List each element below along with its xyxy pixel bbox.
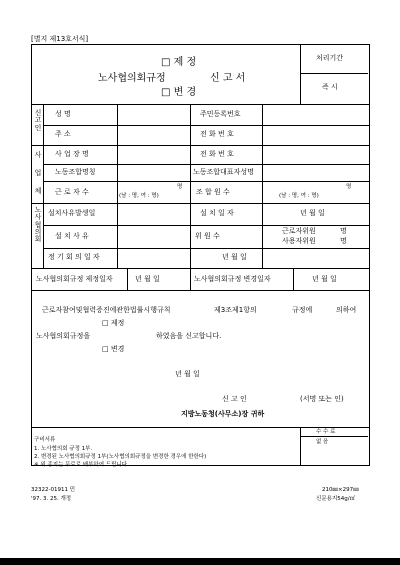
enact-date-label: 노사협의회규정 제정일자 — [36, 275, 113, 283]
member-count-unit: 명 — [346, 184, 352, 190]
enact-date-value: 년 월 일 — [135, 275, 160, 283]
business-group-label-1: 사 — [34, 151, 42, 159]
statement-regulation: 규정에 — [292, 306, 313, 314]
business-phone-label: 전 화 번 호 — [200, 150, 234, 158]
install-date-value: 년 월 일 — [300, 209, 325, 217]
required-doc-1: 1. 노사협의회 규정 1부. — [34, 446, 93, 452]
statement-option-enact: □ 제정 — [102, 319, 125, 327]
business-group-label-2: 업 — [34, 169, 42, 177]
worker-rep-unit: 명 — [340, 227, 347, 235]
fee-label: 수 수 료 — [316, 429, 336, 435]
change-date-label: 노사협의회규정 변경일자 — [194, 275, 271, 283]
processing-period-label: 처리기간 — [316, 54, 344, 62]
worker-rep-label: 근로자위원 — [282, 227, 316, 235]
change-date-value: 년 월 일 — [312, 275, 337, 283]
form-title-report: 신 고 서 — [210, 73, 246, 84]
union-name-label: 노동조합명칭 — [55, 168, 96, 176]
addressee: 지방노동청(사무소)장 귀하 — [181, 410, 265, 418]
required-docs-title: 구비서류 — [34, 437, 56, 443]
reason-date-label: 설치사유발생일 — [48, 209, 96, 217]
worker-count-label: 근 로 자 수 — [55, 188, 89, 196]
applicant-label: 신 고 인 — [222, 395, 247, 403]
statement-law: 근로자참여및협력증진에관한법률시행규칙 — [42, 306, 171, 314]
member-count-label: 조 합 원 수 — [196, 188, 230, 196]
bottom-edge-bar — [0, 558, 400, 565]
worker-count-unit: 명 — [177, 184, 183, 190]
council-group-label: 노 사 협 의 회 — [34, 206, 42, 244]
statement-clause: 제3조제1항의 — [214, 306, 257, 314]
revision-date: '97. 3. 25. 개정 — [31, 496, 72, 502]
business-name-label: 사 업 장 명 — [55, 150, 89, 158]
form-reference: [별지 제13호서식] — [31, 35, 89, 43]
install-date-label: 설 치 일 자 — [200, 209, 234, 217]
required-doc-2: 2. 변경된 노사협의회규정 1부(노사협의회규정을 변경한 경우에 한한다) — [34, 454, 207, 460]
install-reason-label: 설 치 사 유 — [55, 232, 89, 240]
option-enact-title: □ 제 정 — [161, 57, 197, 68]
member-count-gender: (남 : 명, 여 : 명) — [279, 193, 319, 199]
paper-size: 210㎜×297㎜ — [322, 487, 359, 493]
form-title: 노사협의회규정 — [98, 73, 166, 84]
address-label: 주 소 — [55, 130, 71, 138]
report-date: 년 월 일 — [175, 370, 200, 378]
option-change-title: □ 변 경 — [161, 87, 197, 98]
union-rep-label: 노동조합대표자성명 — [193, 168, 254, 176]
committee-count-label: 위 원 수 — [195, 232, 220, 240]
user-rep-label: 사용자위원 — [282, 237, 316, 245]
fee-value: 없 음 — [316, 439, 329, 445]
user-rep-unit: 명 — [340, 237, 347, 245]
statement-pursuant: 의하여 — [336, 306, 357, 314]
paper-type: 신문용지54g/㎡ — [316, 496, 356, 502]
form-code: 32322-01911 민 — [31, 487, 76, 493]
business-group-label-3: 체 — [34, 187, 42, 195]
processing-period-value: 즉 시 — [322, 83, 338, 91]
statement-report: 하였음을 신고합니다. — [156, 332, 222, 340]
worker-count-gender: (남 : 명, 여 : 명) — [119, 193, 159, 199]
meeting-date-label: 정 기 회 의 일 자 — [48, 253, 100, 261]
meeting-date-value: 년 월 일 — [222, 253, 247, 261]
applicant-group-label: 신 고 인 — [34, 109, 42, 132]
signature-hint: (서명 또는 인) — [300, 395, 344, 403]
statement-option-change: □ 변경 — [102, 345, 125, 353]
rrn-label: 주민등록번호 — [200, 110, 241, 118]
required-doc-note: ※ 위 종지는 무료로 배부하여 드립니다. — [34, 462, 129, 468]
statement-subject: 노사협의회규정을 — [36, 332, 91, 340]
name-label: 성 명 — [55, 110, 71, 118]
phone-label: 전 화 번 호 — [200, 130, 234, 138]
